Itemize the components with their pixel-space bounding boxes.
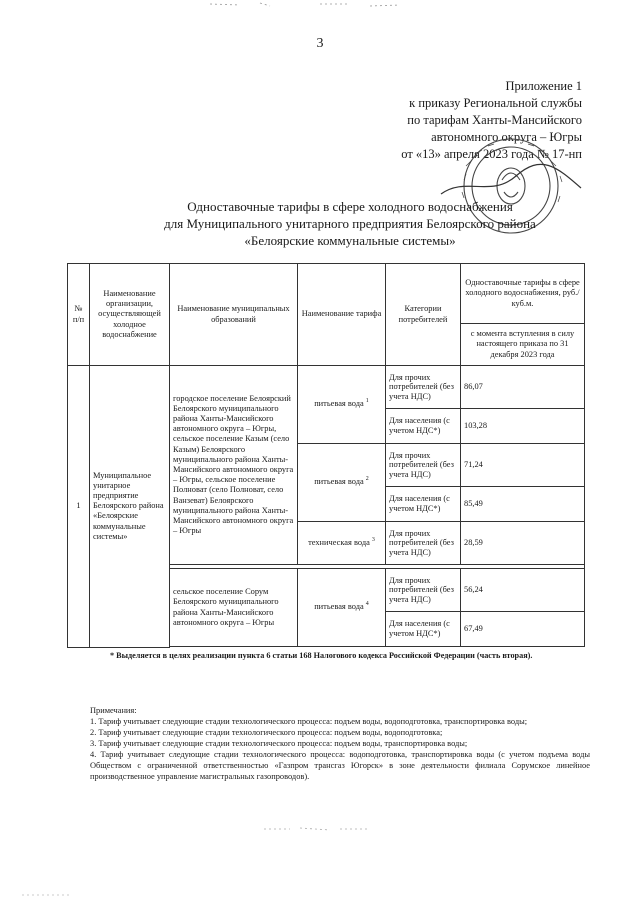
tariff-value: 85,49 xyxy=(461,487,585,522)
document-title xyxy=(80,198,620,249)
tariff-value: 71,24 xyxy=(461,444,585,487)
note-item: 2. Тариф учитывает следующие стадии технологического процесса: подъем воды, водоподготовка; xyxy=(90,728,443,737)
consumer-category: Для населения (с учетом НДС*) xyxy=(386,612,461,647)
tariff-name: питьевая вода $^2$ xyxy=(298,444,386,522)
consumer-category: Для прочих потребителей (без учета НДС) xyxy=(386,366,461,409)
note-item: 3. Тариф учитывает следующие стадии технологического процесса: подъем воды, транспортировка воды; xyxy=(90,739,468,748)
title-line: «Белоярские коммунальные системы» xyxy=(244,233,456,248)
tariff-table xyxy=(67,263,585,648)
tariff-name: техническая вода $^3$ xyxy=(298,522,386,565)
note-item: 1. Тариф учитывает следующие стадии технологического процесса: подъем воды, водоподготовка, транспортировка воды; xyxy=(90,717,528,726)
tariff-value: 86,07 xyxy=(461,366,585,409)
municipality-group-1: городское поселение Белоярский Белоярского муниципального района Ханты-Мансийского автономного округа – Югры, сельское поселение Казым (село Казым) Белоярского муниципального района Ханты-Мансийского автономного округа – Югры, сельское поселение Полноват (село Полноват, село Ванзеват) Белоярского муниципального района Ханты-Мансийского автономного округа – Югры xyxy=(170,366,298,565)
note-ref: 4 xyxy=(365,601,369,608)
tariff-value: 56,24 xyxy=(461,569,585,612)
tariff-name: питьевая вода $^1$ xyxy=(298,366,386,444)
appendix-line: к приказу Региональной службы xyxy=(409,96,582,110)
note-item: 4. Тариф учитывает следующие стадии технологического процесса: водоподготовка, транспортировка воды (с учетом подъема воды Обществом с ограниченной ответственностью «Газпром трансгаз Югорск» в зоне деятельности филиала Сорумское линейное производственное управление магистральных газопроводов). xyxy=(90,750,590,781)
header-organization: Наименование организации, осуществляющей холодное водоснабжение xyxy=(90,264,170,366)
consumer-category: Для прочих потребителей (без учета НДС) xyxy=(386,444,461,487)
title-line: Одноставочные тарифы в сфере холодного водоснабжения xyxy=(187,199,513,214)
tariff-name: питьевая вода $^4$ xyxy=(298,569,386,647)
row-number: 1 xyxy=(68,366,90,648)
header-rate-group: Одноставочные тарифы в сфере холодного водоснабжения, руб./куб.м. xyxy=(461,264,585,324)
notes-heading: Примечания: xyxy=(90,706,137,715)
header-category: Категории потребителей xyxy=(386,264,461,366)
header-tariff: Наименование тарифа xyxy=(298,264,386,366)
header-municipality: Наименование муниципальных образований xyxy=(170,264,298,366)
municipality-group-2: сельское поселение Сорум Белоярского муниципального района Ханты-Мансийского автономного округа – Югры xyxy=(170,569,298,647)
signature-mark xyxy=(441,164,581,194)
title-line: для Муниципального унитарного предприятия Белоярского района xyxy=(164,216,536,231)
scan-artifact-corner xyxy=(20,890,80,900)
appendix-line: по тарифам Ханты-Мансийского xyxy=(407,113,582,127)
appendix-line: от «13» апреля 2023 года № 17-нп xyxy=(401,147,582,161)
note-ref: 3 xyxy=(371,537,375,544)
scan-artifact-bottom xyxy=(260,824,380,834)
organization-name: Муниципальное унитарное предприятие Белоярского района «Белоярские коммунальные системы» xyxy=(90,366,170,648)
consumer-category: Для прочих потребителей (без учета НДС) xyxy=(386,522,461,565)
tariff-value: 28,59 xyxy=(461,522,585,565)
header-period: с момента вступления в силу настоящего приказа по 31 декабря 2023 года xyxy=(461,324,585,366)
tariff-value: 67,49 xyxy=(461,612,585,647)
consumer-category: Для населения (с учетом НДС*) xyxy=(386,487,461,522)
note-ref: 1 xyxy=(365,398,369,405)
appendix-line: Приложение 1 xyxy=(505,79,582,93)
scan-artifact-top xyxy=(200,0,420,12)
page-number: 3 xyxy=(316,36,324,51)
tariff-value: 103,28 xyxy=(461,409,585,444)
consumer-category: Для прочих потребителей (без учета НДС) xyxy=(386,569,461,612)
notes-block xyxy=(90,705,590,782)
table-row xyxy=(68,366,585,409)
vat-footnote: * Выделяется в целях реализации пункта 6 статьи 168 Налогового кодекса Российской Федерации (часть вторая). xyxy=(110,651,533,660)
appendix-line: автономного округа – Югры xyxy=(431,130,582,144)
note-ref: 2 xyxy=(365,476,369,483)
header-num: № п/п xyxy=(68,264,90,366)
consumer-category: Для населения (с учетом НДС*) xyxy=(386,409,461,444)
